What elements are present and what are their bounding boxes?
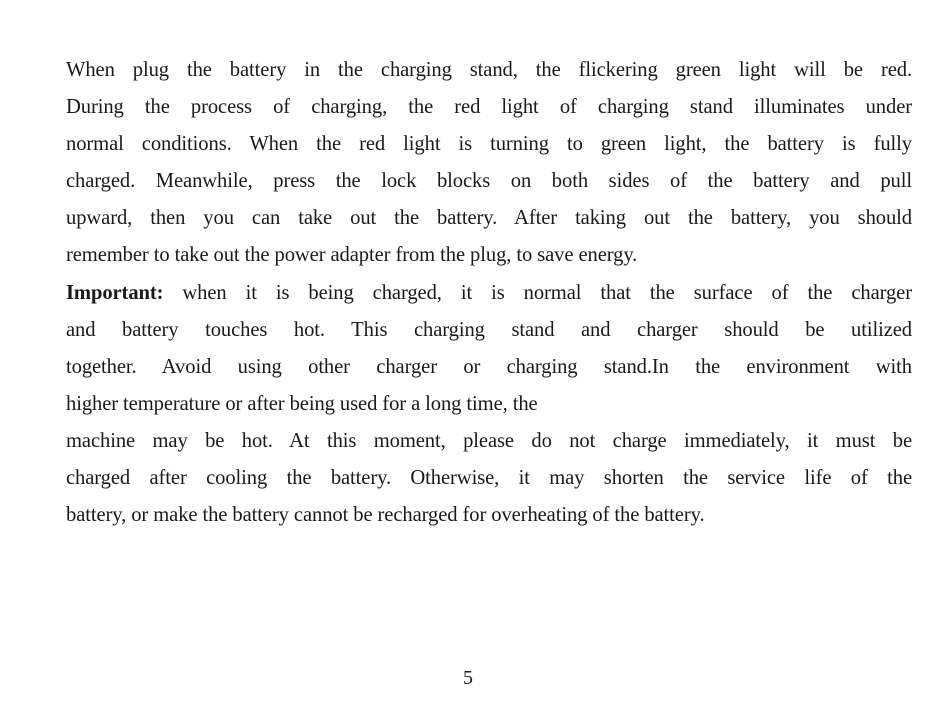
text-line: normal conditions. When the red light is turning to green light, the battery is fully bbox=[66, 133, 912, 156]
text-line: higher temperature or after being used for a long time, the bbox=[66, 392, 538, 415]
important-first-line bbox=[66, 275, 912, 312]
important-text: when it is being charged, it is normal that the surface of the charger bbox=[182, 281, 912, 304]
text-line: remember to take out the power adapter from the plug, to save energy. bbox=[66, 244, 638, 267]
page-number: 5 bbox=[463, 667, 473, 689]
text-line: machine may be hot. At this moment, please do not charge immediately, it must be bbox=[66, 429, 912, 452]
text-line: charged after cooling the battery. Otherwise, it may shorten the service life of the bbox=[66, 467, 912, 490]
text-line: battery, or make the battery cannot be recharged for overheating of the battery. bbox=[66, 504, 705, 527]
body-text bbox=[66, 52, 912, 534]
important-label: Important: bbox=[66, 281, 164, 304]
text-line: upward, then you can take out the battery. After taking out the battery, you should bbox=[66, 207, 912, 230]
text-line: When plug the battery in the charging stand, the flickering green light will be red. bbox=[66, 59, 912, 81]
text-line: During the process of charging, the red light of charging stand illuminates under bbox=[66, 96, 912, 119]
text-line: together. Avoid using other charger or charging stand.In the environment with bbox=[66, 355, 912, 378]
text-line: charged. Meanwhile, press the lock blocks on both sides of the battery and pull bbox=[66, 170, 912, 193]
text-line: and battery touches hot. This charging stand and charger should be utilized bbox=[66, 318, 912, 341]
